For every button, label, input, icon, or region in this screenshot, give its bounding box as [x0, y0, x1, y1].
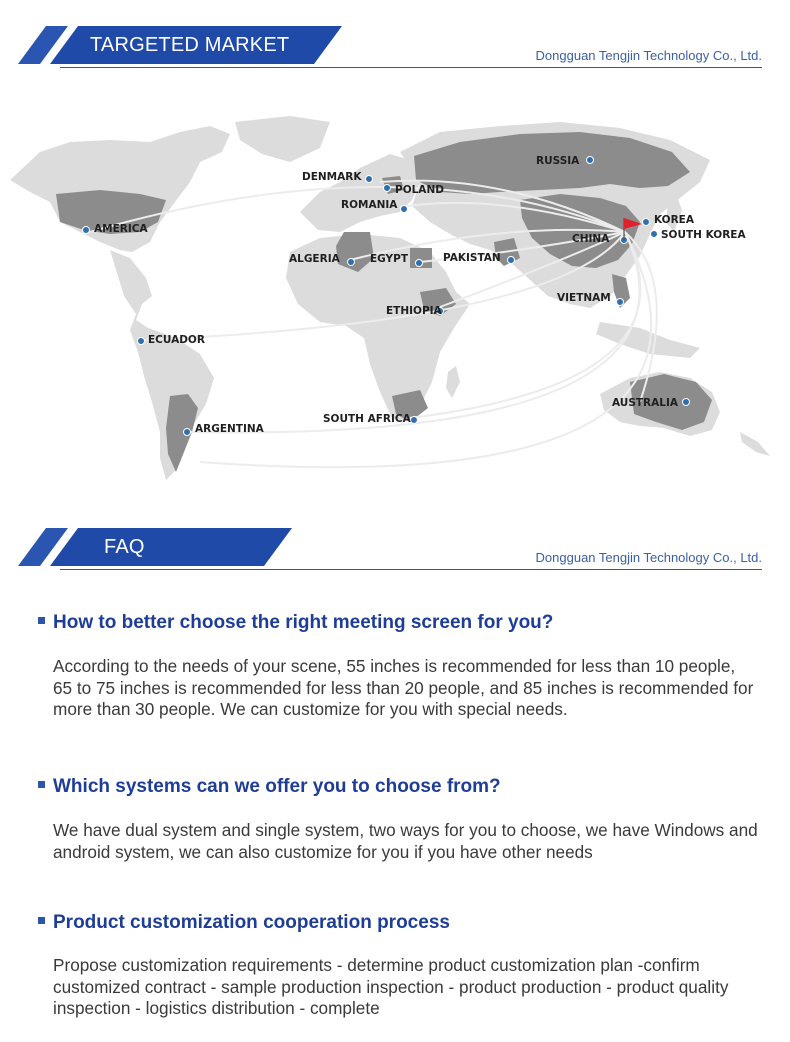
label-korea: KOREA [654, 214, 694, 226]
label-romania: ROMANIA [341, 199, 398, 211]
faq-answer: We have dual system and single system, two ways for you to choose, we have Windows and android system, we can also customize for you if you have other needs [53, 820, 758, 862]
label-south-africa: SOUTH AFRICA [323, 413, 411, 425]
label-south-korea: SOUTH KOREA [661, 229, 746, 241]
label-ethiopia: ETHIOPIA [386, 305, 442, 317]
label-australia: AUSTRALIA [612, 397, 678, 409]
label-ecuador: ECUADOR [148, 334, 205, 346]
bullet-icon [38, 617, 45, 624]
world-map-graphic [0, 82, 790, 492]
faq-question: Product customization cooperation process [38, 912, 450, 934]
label-vietnam: VIETNAM [557, 292, 611, 304]
label-russia: RUSSIA [536, 155, 580, 167]
label-pakistan: PAKISTAN [443, 252, 501, 264]
label-algeria: ALGERIA [289, 253, 340, 265]
label-america: AMERICA [94, 223, 148, 235]
faq-answer: Propose customization requirements - determine product customization plan -confirm customized contract - sample production inspection - product production - product quality inspection - logistics distribution - complete [53, 955, 729, 1018]
bullet-icon [38, 917, 45, 924]
faq-answer: According to the needs of your scene, 55 inches is recommended for less than 10 people, 65 to 75 inches is recommended for less than 20 people, and 85 inches is recommended for more than 30 people. We can customize for you with special needs. [53, 656, 754, 719]
faq-banner [0, 524, 790, 574]
faq-question: Which systems can we offer you to choose from? [38, 776, 501, 798]
bullet-icon [38, 781, 45, 788]
label-argentina: ARGENTINA [195, 423, 264, 435]
label-china: CHINA [572, 233, 610, 245]
divider [60, 569, 762, 570]
targeted-market-banner [0, 22, 790, 72]
banner-stripes [0, 528, 300, 570]
section-title: FAQ [104, 536, 145, 558]
section-title: TARGETED MARKET [90, 34, 290, 56]
label-egypt: EGYPT [370, 253, 409, 265]
company-name: Dongguan Tengjin Technology Co., Ltd. [535, 550, 762, 565]
faq-question: How to better choose the right meeting screen for you? [38, 612, 553, 634]
label-poland: POLAND [395, 184, 444, 196]
label-denmark: DENMARK [302, 171, 362, 183]
divider [60, 67, 762, 68]
company-name: Dongguan Tengjin Technology Co., Ltd. [535, 48, 762, 63]
world-map [0, 82, 790, 492]
